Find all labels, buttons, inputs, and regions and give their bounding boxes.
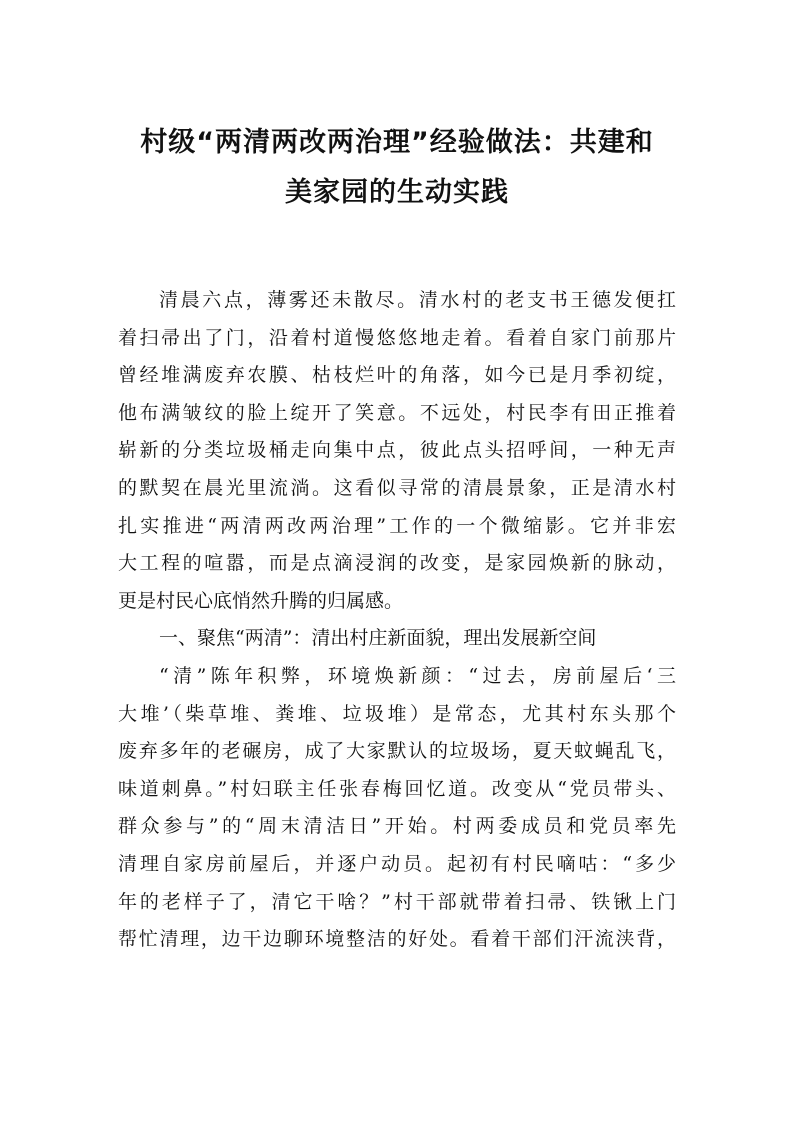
document-title: [118, 118, 676, 218]
document-body: [118, 282, 676, 959]
paragraph-1-line: 更是村民心底悄然升腾的归属感。: [118, 589, 404, 612]
paragraph-2-line: 废弃多年的老碾房，成了大家默认的垃圾场，夏天蚊蝇乱飞，: [118, 740, 676, 763]
paragraph-2-line: 年的老样子了，清它干啥？”村干部就带着扫帚、铁锹上门: [118, 890, 676, 913]
paragraph-2-line: 味道刺鼻。”村妇联主任张春梅回忆道。改变从“党员带头、: [118, 777, 676, 800]
title-line-1: 村级“两清两改两治理”经验做法：共建和: [140, 127, 654, 158]
paragraph-1-line: 的默契在晨光里流淌。这看似寻常的清晨景象，正是清水村: [118, 476, 676, 499]
paragraph-1-line: 大工程的喧嚣，而是点滴浸润的改变，是家园焕新的脉动，: [118, 552, 676, 575]
title-line-2: 美家园的生动实践: [285, 177, 509, 208]
paragraph-2-line: 清理自家房前屋后，并逐户动员。起初有村民嘀咕：“多少: [118, 852, 676, 875]
paragraph-1-line: 崭新的分类垃圾桶走向集中点，彼此点头招呼间，一种无声: [118, 439, 676, 462]
paragraph-1-line: 着扫帚出了门，沿着村道慢悠悠地走着。看着自家门前那片: [118, 326, 676, 349]
paragraph-1-line: 扎实推进“两清两改两治理”工作的一个微缩影。它并非宏: [118, 514, 676, 537]
paragraph-2-line: 群众参与”的“周末清洁日”开始。村两委成员和党员率先: [118, 815, 676, 838]
section-heading-1: 一、聚焦“两清”：清出村庄新面貌，理出发展新空间: [159, 627, 597, 650]
paragraph-1-line: 清晨六点，薄雾还未散尽。清水村的老支书王德发便扛: [159, 289, 676, 311]
paragraph-2-line: 大堆’（柴草堆、粪堆、垃圾堆）是常态，尤其村东头那个: [118, 702, 676, 725]
paragraph-2-line: 帮忙清理，边干边聊环境整洁的好处。看着干部们汗流浃背，: [118, 928, 676, 951]
paragraph-1-line: 曾经堆满废弃农膜、枯枝烂叶的角落，如今已是月季初绽，: [118, 364, 676, 387]
paragraph-2-line: “清”陈年积弊，环境焕新颜：“过去，房前屋后‘三: [159, 664, 676, 687]
paragraph-1-line: 他布满皱纹的脸上绽开了笑意。不远处，村民李有田正推着: [118, 401, 676, 424]
